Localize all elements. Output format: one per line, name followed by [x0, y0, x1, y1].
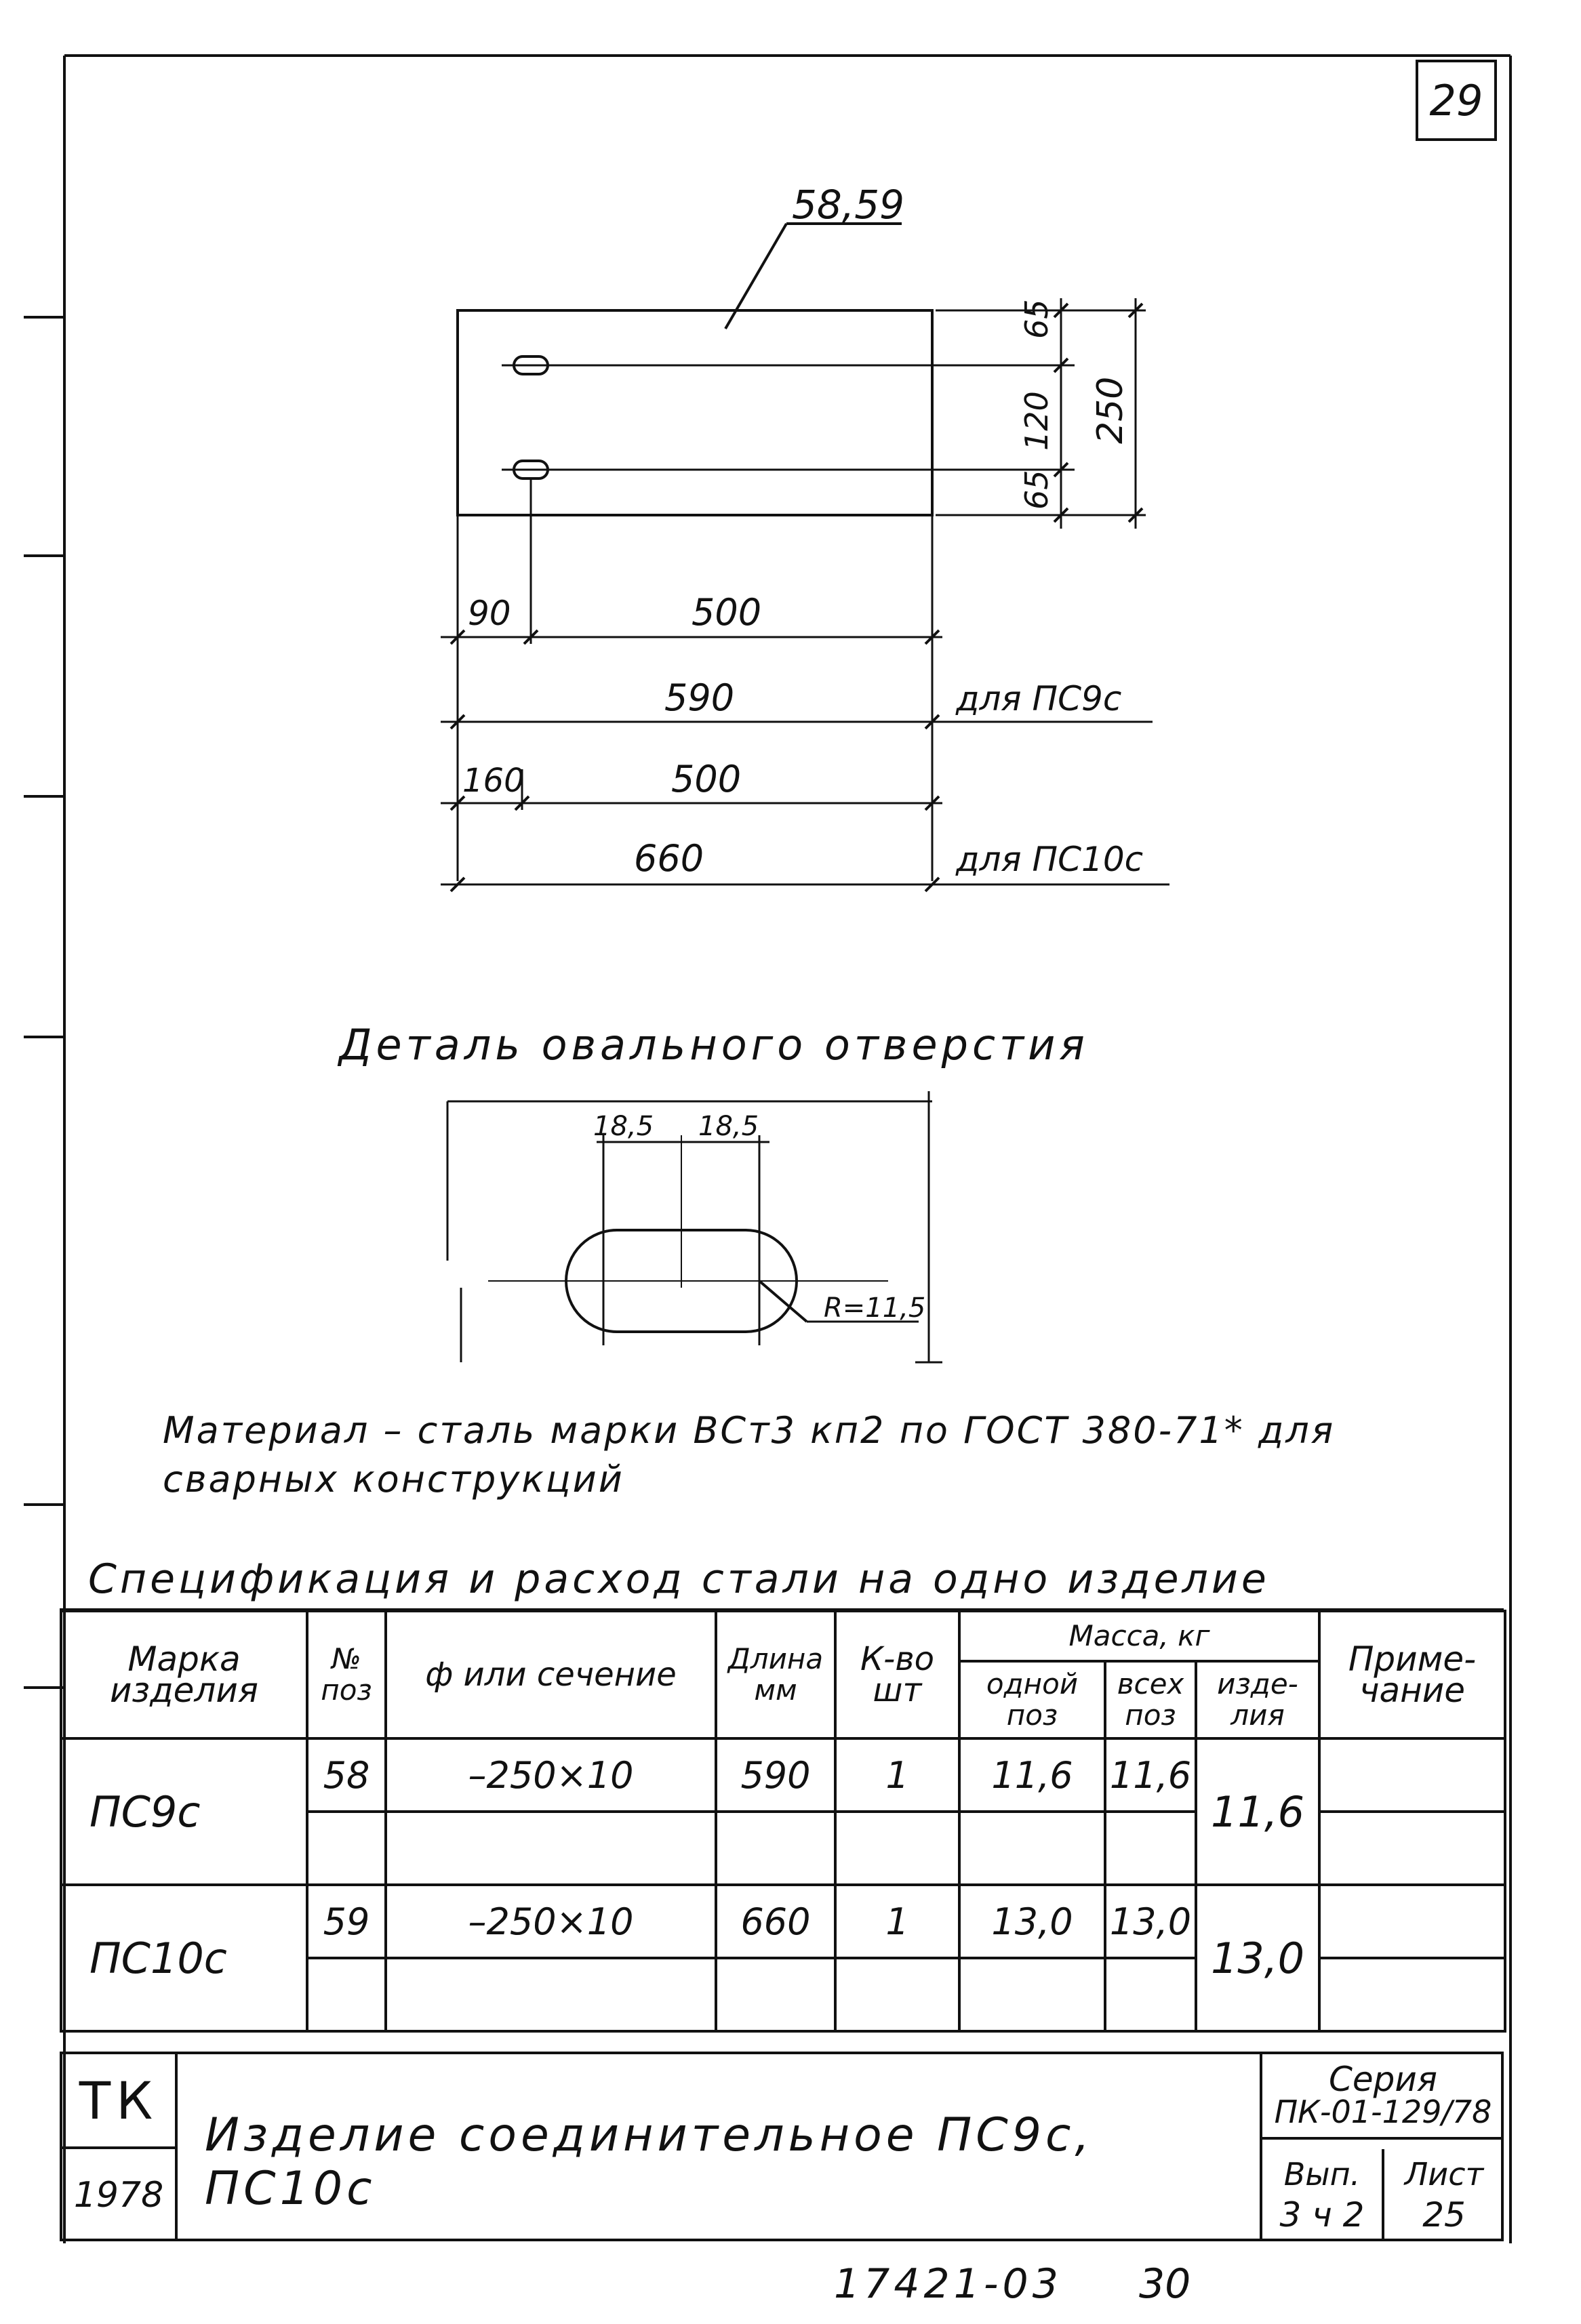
row-section: –250×10 — [386, 1738, 716, 1812]
row-mass-item: 13,0 — [1196, 1885, 1319, 2031]
detail-radius: R=11,5 — [824, 1292, 926, 1324]
dim-660: 660 — [634, 837, 704, 880]
header-note: Приме- чание — [1319, 1611, 1505, 1738]
row-mass-one: 13,0 — [959, 1885, 1105, 1958]
row-mass-all: 13,0 — [1105, 1885, 1196, 1958]
org-code: ТК — [62, 2054, 178, 2149]
row-note — [1319, 1885, 1505, 1958]
row-qty: 1 — [835, 1738, 959, 1812]
footer-code: 17421-03 — [834, 2260, 1062, 2308]
header-pos: № поз — [307, 1611, 386, 1738]
row-mass-item: 11,6 — [1196, 1738, 1319, 1885]
issue-value: 3 ч 2 — [1279, 2195, 1365, 2235]
spec-title: Спецификация и расход стали на одно изделие — [88, 1555, 1270, 1603]
row-pos: 59 — [307, 1885, 386, 1958]
header-row — [61, 1611, 1505, 1661]
header-mark: Марка изделия — [61, 1611, 307, 1738]
leader-label: 58,59 — [792, 182, 905, 228]
material-line-1: Материал – сталь марки ВСт3 кп2 по ГОСТ 380-71* для — [163, 1409, 1336, 1452]
header-section: ф или сечение — [386, 1611, 716, 1738]
header-mass: Масса, кг — [959, 1611, 1319, 1661]
row-qty: 1 — [835, 1885, 959, 1958]
row-mass-all: 11,6 — [1105, 1738, 1196, 1812]
dim-120: 120 — [1018, 391, 1055, 451]
series-value: ПК-01-129/78 — [1262, 2094, 1504, 2140]
sheet-value: 25 — [1422, 2195, 1466, 2235]
product-name: Изделие соединительное ПС9с, ПС10с — [205, 2108, 1094, 2216]
note-ps10c: для ПС10с — [956, 840, 1144, 879]
table-row — [61, 1738, 1505, 1812]
header-mass-all: всех поз — [1105, 1661, 1196, 1738]
series-label: Серия — [1329, 2060, 1437, 2099]
page-number: 29 — [1416, 60, 1497, 141]
dim-65-bottom: 65 — [1018, 470, 1055, 510]
header-mass-one: одной поз — [959, 1661, 1105, 1738]
footer-number: 30 — [1139, 2260, 1191, 2308]
row-mark: ПС9с — [61, 1738, 307, 1885]
note-ps9c: для ПС9с — [956, 679, 1122, 718]
dim-160: 160 — [462, 762, 525, 800]
spec-table — [60, 1610, 1506, 2033]
header-qty: К-во шт — [835, 1611, 959, 1738]
issue-cell — [1262, 2149, 1384, 2241]
year: 1978 — [62, 2149, 178, 2241]
dim-590: 590 — [664, 676, 735, 719]
issue-label: Вып. — [1283, 2156, 1361, 2193]
dim-500-a: 500 — [692, 591, 762, 634]
row-note — [1319, 1738, 1505, 1812]
title-block — [60, 2052, 1504, 2241]
row-pos: 58 — [307, 1738, 386, 1812]
header-length: Длина мм — [716, 1611, 835, 1738]
table-row — [61, 1885, 1505, 1958]
material-line-2: сварных конструкций — [163, 1458, 624, 1501]
row-section: –250×10 — [386, 1885, 716, 1958]
detail-dim-b: 18,5 — [698, 1111, 759, 1142]
detail-title: Деталь овального отверстия — [339, 1020, 1089, 1069]
row-mark: ПС10с — [61, 1885, 307, 2031]
dim-250: 250 — [1090, 376, 1131, 444]
detail-dim-a: 18,5 — [593, 1111, 654, 1142]
row-length: 590 — [716, 1738, 835, 1812]
sheet-cell — [1384, 2149, 1504, 2241]
row-length: 660 — [716, 1885, 835, 1958]
row-mass-one: 11,6 — [959, 1738, 1105, 1812]
title-block-right — [1260, 2054, 1504, 2241]
plate-drawing — [441, 224, 1169, 891]
dim-65-top: 65 — [1018, 299, 1055, 339]
dim-500-b: 500 — [671, 758, 742, 800]
header-mass-item: изде- лия — [1196, 1661, 1319, 1738]
dim-90: 90 — [468, 594, 511, 633]
sheet-label: Лист — [1404, 2156, 1484, 2193]
